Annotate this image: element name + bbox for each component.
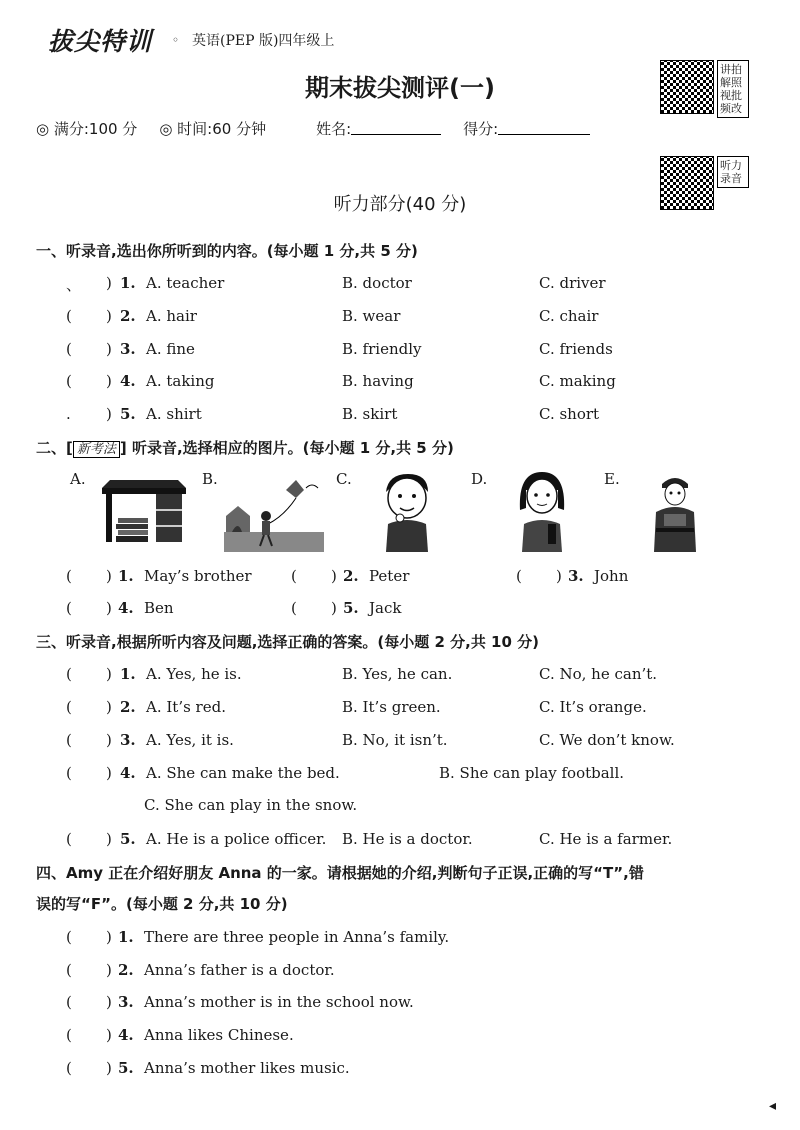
page-corner-mark: ◂ <box>768 1098 776 1114</box>
question-number: 1. <box>118 928 134 946</box>
question-number: 1. <box>120 665 136 683</box>
option-b: B. friendly <box>342 340 422 358</box>
answer-paren[interactable]: ( <box>66 340 72 358</box>
answer-paren[interactable]: ( <box>66 599 72 617</box>
section-4-heading-line2: 误的写“F”。(每小题 2 分,共 10 分) <box>36 895 288 913</box>
option-a: A. shirt <box>146 405 202 423</box>
girl-picture <box>514 468 570 552</box>
answer-paren-close: ) <box>106 993 112 1011</box>
option-c: C. It’s orange. <box>539 698 647 716</box>
option-c: C. He is a farmer. <box>539 830 673 848</box>
section-4-heading-line1: 四、Amy 正在介绍好朋友 Anna 的一家。请根据她的介绍,判断句子正误,正确的写“T”,错 <box>36 864 644 882</box>
pic-label-c: C. <box>336 470 352 488</box>
answer-paren[interactable]: 、 <box>66 276 82 294</box>
qr-code-icon[interactable] <box>660 60 714 114</box>
statement-text: Anna’s mother likes music. <box>144 1059 350 1077</box>
name-field[interactable] <box>351 118 441 135</box>
s4-statement-1 <box>36 928 756 952</box>
question-number: 2. <box>343 567 359 585</box>
answer-paren[interactable]: ( <box>66 665 72 683</box>
answer-paren-close: ) <box>106 928 112 946</box>
answer-paren[interactable]: ( <box>66 830 72 848</box>
s1-question-5 <box>36 405 756 429</box>
s3-question-4-c <box>36 796 756 820</box>
answer-paren-close: ) <box>106 340 112 358</box>
option-b: B. having <box>342 372 414 390</box>
question-number: 2. <box>120 307 136 325</box>
option-a: A. She can make the bed. <box>146 764 340 782</box>
option-b: B. doctor <box>342 274 412 292</box>
answer-paren-close: ) <box>331 567 337 585</box>
police-officer-picture <box>650 470 700 552</box>
option-c: C. She can play in the snow. <box>144 796 358 814</box>
answer-paren[interactable]: ( <box>516 567 522 585</box>
time-limit: ◎ 时间:60 分钟 <box>159 120 267 138</box>
name-label: 姓名: <box>316 120 352 138</box>
answer-paren-close: ) <box>106 665 112 683</box>
question-number: 3. <box>118 993 134 1011</box>
option-a: A. fine <box>146 340 195 358</box>
option-a: A. teacher <box>146 274 225 292</box>
answer-paren[interactable]: ( <box>66 993 72 1011</box>
answer-paren[interactable]: ( <box>66 731 72 749</box>
question-number: 5. <box>120 405 136 423</box>
answer-paren-close: ) <box>106 274 112 292</box>
answer-paren-close: ) <box>331 599 337 617</box>
s1-question-4 <box>36 372 756 396</box>
kite-flying-picture <box>224 476 324 552</box>
match-target: Peter <box>369 567 410 585</box>
question-number: 3. <box>568 567 584 585</box>
s3-question-2 <box>36 698 756 722</box>
option-c: C. We don’t know. <box>539 731 675 749</box>
statement-text: There are three people in Anna’s family. <box>144 928 450 946</box>
brand-logo: 拔尖特训 <box>48 27 153 56</box>
option-c: C. friends <box>539 340 613 358</box>
s3-question-3 <box>36 731 756 755</box>
question-number: 4. <box>120 372 136 390</box>
score-label: 得分: <box>463 120 499 138</box>
question-number: 1. <box>120 274 136 292</box>
qr-explain[interactable] <box>660 60 749 118</box>
qr-label: 听力录音 <box>717 156 749 188</box>
statement-text: Anna’s father is a doctor. <box>144 961 335 979</box>
question-number: 5. <box>120 830 136 848</box>
answer-paren-close: ) <box>556 567 562 585</box>
option-c: C. No, he can’t. <box>539 665 658 683</box>
question-number: 4. <box>118 599 134 617</box>
option-a: A. taking <box>146 372 215 390</box>
answer-paren[interactable]: ( <box>66 1026 72 1044</box>
brand-dot: ◦ <box>172 33 180 47</box>
answer-paren[interactable]: ( <box>291 567 297 585</box>
statement-text: Anna likes Chinese. <box>144 1026 294 1044</box>
option-c: C. chair <box>539 307 599 325</box>
answer-paren-close: ) <box>106 599 112 617</box>
option-b: B. skirt <box>342 405 398 423</box>
option-b: B. It’s green. <box>342 698 441 716</box>
s2-question-2 <box>291 567 511 591</box>
option-b: B. He is a doctor. <box>342 830 473 848</box>
question-number: 2. <box>118 961 134 979</box>
heading-post: ] 听录音,选择相应的图片。(每小题 1 分,共 5 分) <box>119 439 454 457</box>
s3-question-1 <box>36 665 756 689</box>
s3-question-5 <box>36 830 756 854</box>
answer-paren[interactable]: ( <box>66 1059 72 1077</box>
s1-question-2 <box>36 307 756 331</box>
answer-paren-close: ) <box>106 731 112 749</box>
answer-paren-close: ) <box>106 405 112 423</box>
s4-statement-5 <box>36 1059 756 1083</box>
page-title: 期末拔尖测评(一) <box>305 74 495 102</box>
option-b: B. No, it isn’t. <box>342 731 448 749</box>
pic-label-a: A. <box>70 470 86 488</box>
option-a: A. He is a police officer. <box>146 830 327 848</box>
question-number: 5. <box>118 1059 134 1077</box>
pic-label-d: D. <box>471 470 488 488</box>
option-a: A. It’s red. <box>146 698 226 716</box>
s2-question-3 <box>516 567 736 591</box>
option-a: A. Yes, he is. <box>146 665 242 683</box>
s4-statement-2 <box>36 961 756 985</box>
section-1-heading: 一、听录音,选出你所听到的内容。(每小题 1 分,共 5 分) <box>36 242 418 260</box>
full-score: ◎ 满分:100 分 <box>36 120 138 138</box>
exam-info <box>36 118 590 139</box>
s4-statement-3 <box>36 993 756 1017</box>
option-c: C. short <box>539 405 600 423</box>
score-field[interactable] <box>498 118 590 135</box>
option-b: B. wear <box>342 307 401 325</box>
pic-label-b: B. <box>202 470 218 488</box>
answer-paren[interactable]: . <box>66 405 71 423</box>
heading-pre: 二、[ <box>36 439 73 457</box>
answer-paren-close: ) <box>106 307 112 325</box>
answer-paren-close: ) <box>106 830 112 848</box>
answer-paren[interactable]: ( <box>66 961 72 979</box>
answer-paren-close: ) <box>106 764 112 782</box>
match-target: Ben <box>144 599 174 617</box>
option-a: A. hair <box>146 307 197 325</box>
s3-question-4 <box>36 764 756 788</box>
statement-text: Anna’s mother is in the school now. <box>144 993 414 1011</box>
question-number: 4. <box>120 764 136 782</box>
answer-paren[interactable]: ( <box>291 599 297 617</box>
answer-paren-close: ) <box>106 961 112 979</box>
s1-question-1 <box>36 274 756 298</box>
question-number: 3. <box>120 340 136 358</box>
match-target: May’s brother <box>144 567 252 585</box>
answer-paren[interactable]: ( <box>66 372 72 390</box>
section-3-heading: 三、听录音,根据所听内容及问题,选择正确的答案。(每小题 2 分,共 10 分) <box>36 633 540 651</box>
s2-question-5 <box>291 599 511 623</box>
answer-paren-close: ) <box>106 372 112 390</box>
match-target: Jack <box>369 599 402 617</box>
answer-paren-close: ) <box>106 1026 112 1044</box>
answer-paren[interactable]: ( <box>66 928 72 946</box>
pic-label-e: E. <box>604 470 620 488</box>
s2-question-1 <box>66 567 286 591</box>
option-a: A. Yes, it is. <box>146 731 234 749</box>
question-number: 5. <box>343 599 359 617</box>
answer-paren-close: ) <box>106 1059 112 1077</box>
section-2-heading <box>36 437 454 458</box>
question-number: 4. <box>118 1026 134 1044</box>
listening-title: 听力部分(40 分) <box>333 194 467 215</box>
new-method-tag: 新考法 <box>73 441 120 458</box>
question-number: 3. <box>120 731 136 749</box>
option-c: C. driver <box>539 274 606 292</box>
boy-picture <box>378 470 436 552</box>
option-b: B. Yes, he can. <box>342 665 453 683</box>
match-target: John <box>594 567 629 585</box>
book-subtitle: 英语(PEP 版)四年级上 <box>192 33 335 49</box>
option-c: C. making <box>539 372 616 390</box>
answer-paren-close: ) <box>106 567 112 585</box>
question-number: 2. <box>120 698 136 716</box>
answer-paren[interactable]: ( <box>66 567 72 585</box>
s4-statement-4 <box>36 1026 756 1050</box>
question-number: 1. <box>118 567 134 585</box>
answer-paren[interactable]: ( <box>66 307 72 325</box>
qr-label: 讲拍解照视批频改 <box>717 60 749 118</box>
answer-paren-close: ) <box>106 698 112 716</box>
s2-question-4 <box>66 599 286 623</box>
answer-paren[interactable]: ( <box>66 698 72 716</box>
option-b: B. She can play football. <box>439 764 625 782</box>
s1-question-3 <box>36 340 756 364</box>
answer-paren[interactable]: ( <box>66 764 72 782</box>
desk-books-picture <box>98 478 190 544</box>
